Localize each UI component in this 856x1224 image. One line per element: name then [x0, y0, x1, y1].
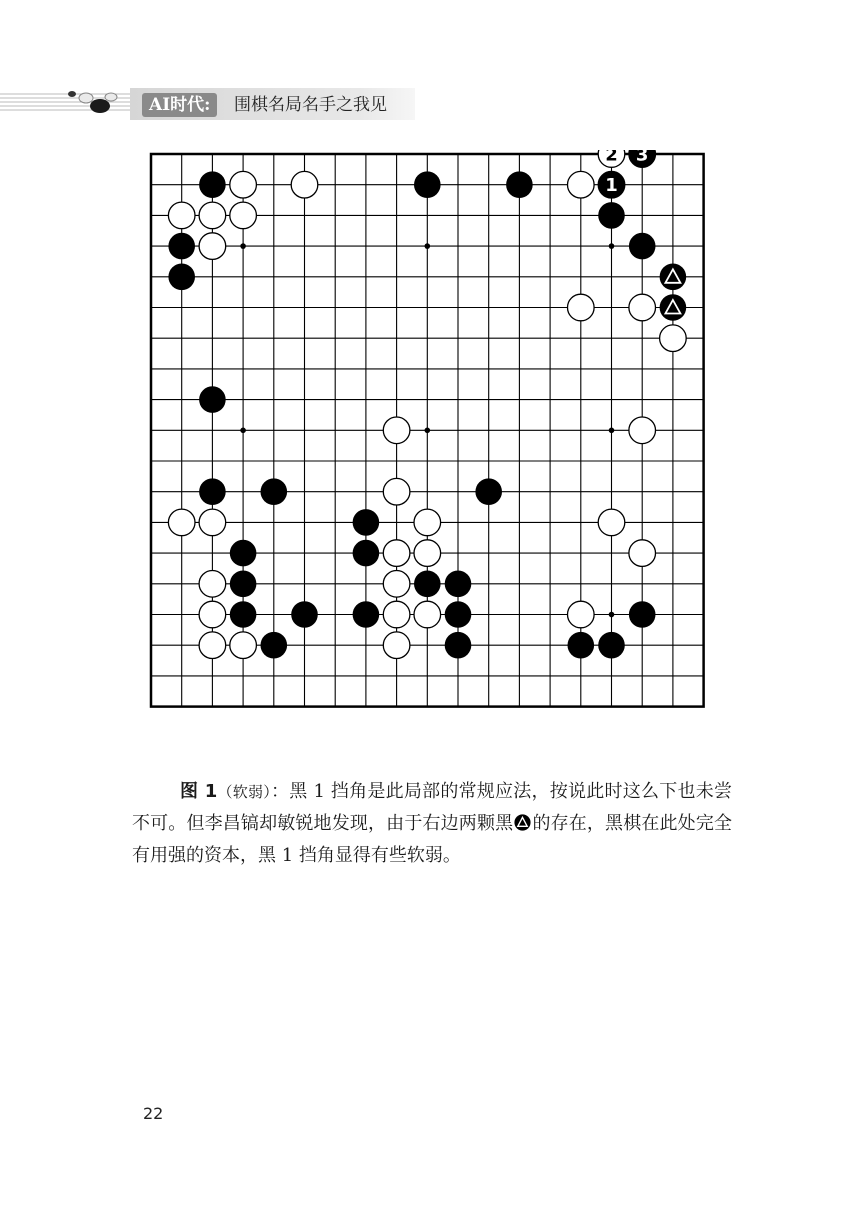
white-stone: [291, 171, 318, 198]
white-stone: [199, 202, 226, 229]
black-stone: [199, 171, 226, 198]
white-stone: [383, 632, 410, 659]
white-stone: [230, 171, 257, 198]
black-stone: [199, 386, 226, 413]
black-stone: [445, 601, 472, 628]
star-point: [240, 428, 246, 434]
star-point: [425, 428, 431, 434]
star-point: [609, 428, 615, 434]
black-stone: [445, 632, 472, 659]
black-stone: [230, 601, 257, 628]
white-stone: [568, 601, 595, 628]
move-number: 1: [605, 175, 618, 197]
figure-caption: [132, 776, 732, 872]
white-stone: [629, 417, 656, 444]
white-stone: [199, 601, 226, 628]
header-tag: AI时代:: [142, 93, 217, 117]
black-stone: [629, 601, 656, 628]
star-point: [425, 243, 431, 249]
caption-text-1: ：黑 1 挡角是此局部的常规应法，按说此时这么下也未尝不可。但李昌镐却敏锐地发现，由于右边两颗黑: [132, 781, 732, 834]
black-stone: [414, 171, 441, 198]
black-stone: [230, 540, 257, 567]
white-stone: [660, 325, 687, 352]
white-stone: [199, 233, 226, 260]
black-stone: [291, 601, 318, 628]
white-stone: [383, 601, 410, 628]
page-number: 22: [143, 1104, 164, 1123]
black-stone: [230, 571, 257, 598]
black-stone: [168, 233, 195, 260]
black-stone: [353, 601, 380, 628]
white-stone: [168, 509, 195, 536]
black-stone: [629, 233, 656, 260]
white-stone: [199, 571, 226, 598]
white-stone: [383, 478, 410, 505]
white-stone: [383, 540, 410, 567]
white-stone: [383, 571, 410, 598]
white-stone: [629, 294, 656, 321]
white-stone: [598, 509, 625, 536]
black-stone: [568, 632, 595, 659]
black-stone: [261, 478, 288, 505]
white-stone: [230, 632, 257, 659]
black-stone: [261, 632, 288, 659]
white-stone: [629, 540, 656, 567]
black-stone: [353, 540, 380, 567]
caption-text-2: 的存在，黑棋在此处完全有用强的资本，黑 1 挡角显得有些软弱。: [132, 813, 732, 866]
figure-sublabel: （软弱）: [217, 783, 271, 801]
white-stone: [199, 509, 226, 536]
white-stone: [168, 202, 195, 229]
black-stone: [168, 264, 195, 291]
header-title: 围棋名局名手之我见: [234, 95, 387, 115]
black-stone: [475, 478, 502, 505]
black-stone: [598, 632, 625, 659]
black-stone: [414, 571, 441, 598]
black-triangle-stone-icon: [514, 814, 531, 831]
white-stone: [568, 294, 595, 321]
go-board-diagram: [148, 150, 708, 712]
black-stone: [598, 202, 625, 229]
white-stone: [568, 171, 595, 198]
white-stone: [414, 601, 441, 628]
black-stone: [353, 509, 380, 536]
black-stone: [199, 478, 226, 505]
figure-label: 图 1: [180, 781, 218, 802]
move-number: 2: [605, 150, 618, 166]
star-point: [609, 243, 615, 249]
white-stone: [414, 540, 441, 567]
white-stone: [414, 509, 441, 536]
header-decoration: [0, 88, 140, 118]
black-stone: [445, 571, 472, 598]
white-stone: [383, 417, 410, 444]
white-stone: [230, 202, 257, 229]
move-number: 3: [635, 150, 649, 166]
black-stone: [506, 171, 533, 198]
star-point: [609, 612, 615, 618]
star-point: [240, 243, 246, 249]
white-stone: [199, 632, 226, 659]
